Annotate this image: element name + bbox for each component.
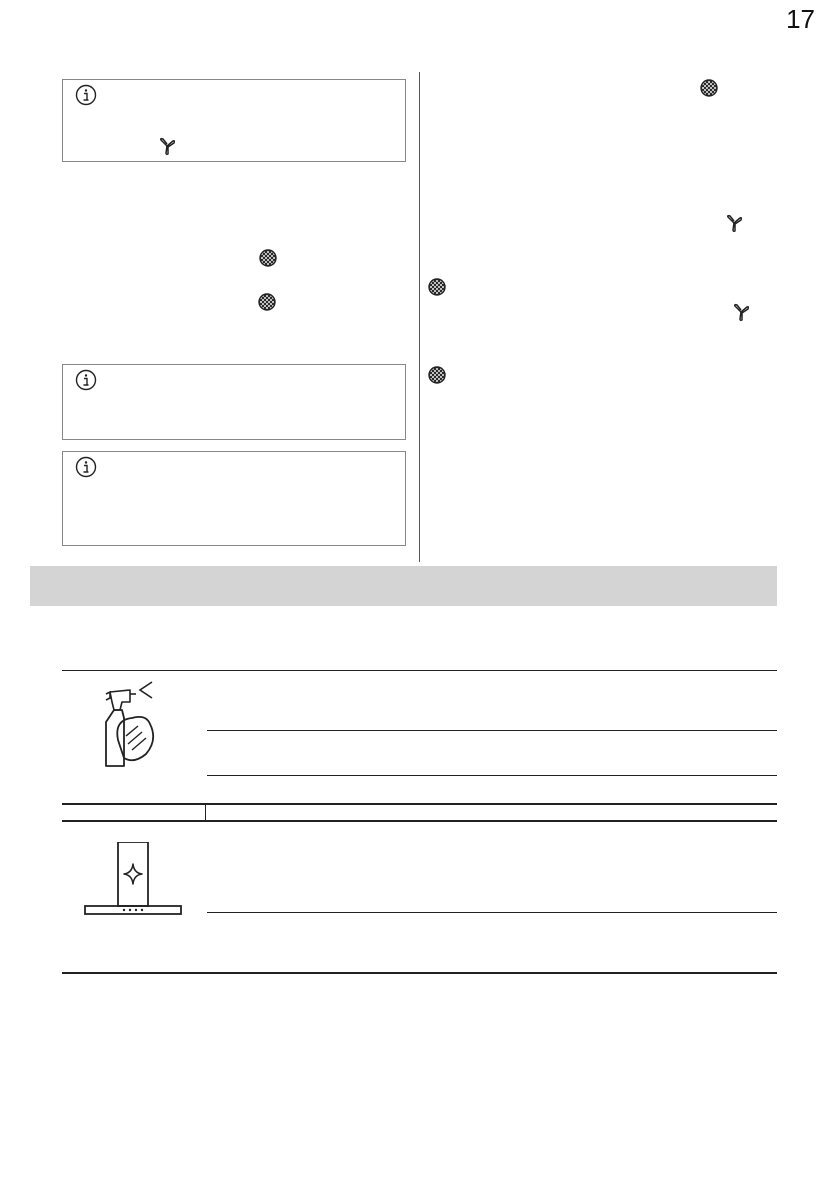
hood-fan-icon: [724, 213, 744, 233]
grease-filter-icon: [428, 278, 446, 296]
info-note-box-1: [62, 79, 406, 162]
info-note-box-2: [62, 364, 406, 440]
spray-cleaning-icon: [100, 680, 164, 768]
grease-filter-icon: [700, 79, 718, 97]
table-rule-bottom: [62, 972, 777, 974]
grease-filter-icon: [428, 366, 446, 384]
table-rule-inner-2: [207, 775, 777, 776]
table-rule-inner-1: [207, 730, 777, 731]
page-number: 17: [786, 4, 815, 34]
hood-fan-icon: [157, 136, 177, 156]
hood-fan-icon: [731, 302, 751, 322]
section-header-bar: [30, 566, 777, 606]
info-icon: [75, 456, 97, 478]
grease-filter-icon: [259, 249, 277, 267]
table-rule-mid-1: [62, 803, 777, 805]
table-rule-inner-3: [207, 912, 777, 913]
table-col-separator: [205, 803, 206, 821]
column-divider: [419, 72, 420, 562]
info-icon: [75, 84, 97, 106]
table-col-separator-bottom: [205, 972, 206, 974]
grease-filter-icon: [258, 293, 276, 311]
table-rule-mid-2: [62, 820, 777, 822]
info-icon: [75, 369, 97, 391]
cooker-hood-icon: [84, 842, 182, 916]
table-rule-top: [62, 670, 777, 671]
info-note-box-3: [62, 451, 406, 546]
